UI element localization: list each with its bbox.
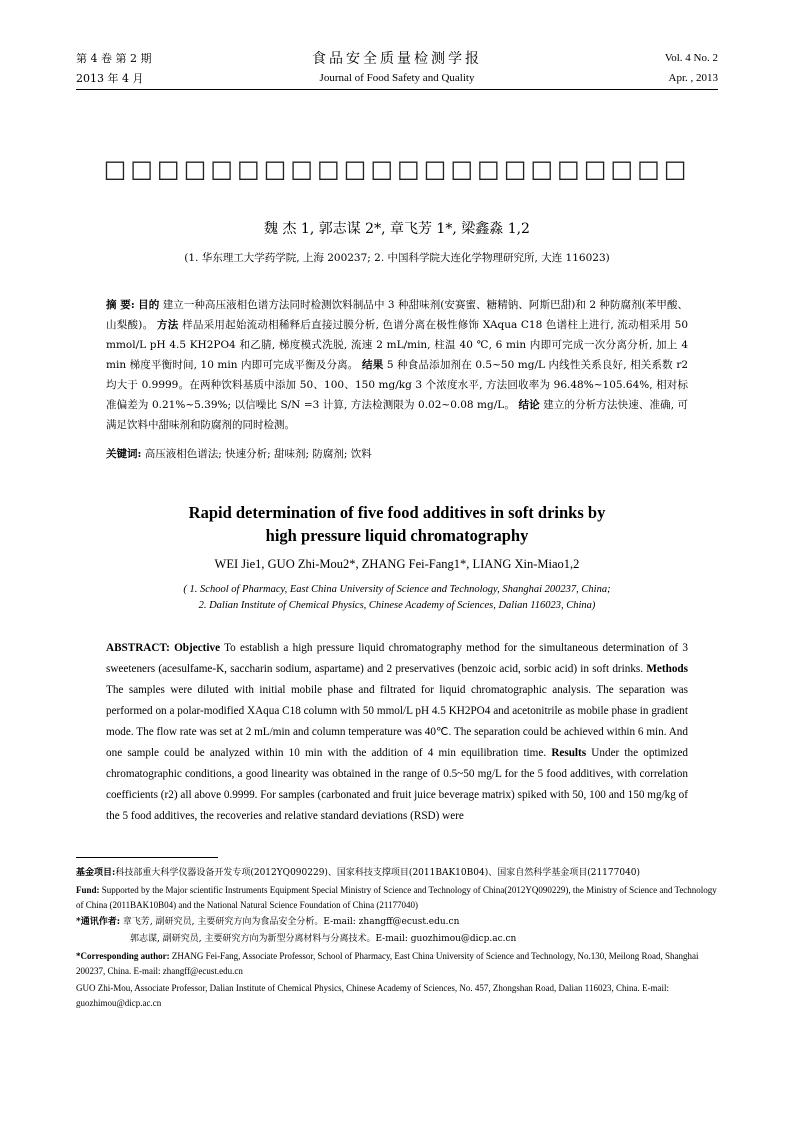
results-label-en: Results <box>551 747 587 759</box>
journal-name-cn: 食品安全质量检测学报 <box>312 51 482 67</box>
methods-label-en: Methods <box>646 663 689 675</box>
english-title-line-1: Rapid determination of five food additives in soft drinks by <box>188 503 606 522</box>
corresponding-en-2-line <box>76 981 726 1011</box>
conclusion-label-cn: 结论 <box>518 399 540 411</box>
results-text-en: Under the optimized chromatographic conditions, a good linearity was obtained in the range of 0.5~50 mg/L for the 5 food additives, with correlation coefficients (r2) all above 0.9999. For samples (carbonated and fruit juice beverage matrix) spiked with 50, 100 and 150 mg/kg of the 5 food additives, the recoveries and relative standard deviations (RSD) were <box>106 747 689 822</box>
objective-text-cn: 建立一种高压液相色谱方法同时检测饮料制品中 3 种甜味剂(安赛蜜、糖精钠、阿斯巴甜)和 2 种防腐剂(苯甲酸、山梨酸)。 <box>106 299 689 331</box>
chinese-title: □□□□□□□□□□□□□□□□□□□□□□ <box>103 155 691 183</box>
volume-issue-en: Vol. 4 No. 2 <box>664 52 718 64</box>
methods-text-en: The samples were diluted with initial mobile phase and filtrated for liquid chromatographic analysis. The separation was performed on a polar-modified XAqua C18 column with 50 mmol/L pH 4.5 KH2PO4 and acetonitrile as mobile phase in gradient mode. The flow rate was set at 2 mL/min and column temperature was 40℃. The separation could be achieved within 6 min. And one sample could be analyzed within 10 min with the addition of 4 min equilibration time. <box>106 684 688 759</box>
volume-issue-cn: 第 4 卷 第 2 期 <box>76 52 152 65</box>
chinese-authors: 魏 杰 1, 郭志谋 2*, 章飞芳 1*, 梁鑫淼 1,2 <box>264 221 530 237</box>
running-header <box>76 48 718 88</box>
keywords-text-cn: 高压液相色谱法; 快速分析; 甜味剂; 防腐剂; 饮料 <box>144 448 372 460</box>
objective-label-cn: 目的 <box>138 299 160 311</box>
corresponding-en-label: *Corresponding author: <box>76 951 170 961</box>
english-affiliation-line-2: 2. Dalian Institute of Chemical Physics, Chinese Academy of Sciences, Dalian 116023, China) <box>198 600 596 611</box>
corresponding-en <box>76 949 726 979</box>
corresponding-cn-label: *通讯作者: <box>76 917 121 927</box>
fund-cn <box>76 866 726 881</box>
fund-cn-text: 科技部重大科学仪器设备开发专项(2012YQ090229)、国家科技支撑项目(2011BAK10B04)、国家自然科学基金项目(21177040) <box>115 868 641 878</box>
english-affiliation <box>96 582 698 614</box>
english-title-line-2: high pressure liquid chromatography <box>265 526 529 545</box>
fund-en-label: Fund: <box>76 885 100 895</box>
english-abstract <box>106 638 688 827</box>
fund-en <box>76 883 726 913</box>
chinese-abstract <box>106 295 688 435</box>
fund-en-text: Supported by the Major scientific Instruments Equipment Special Ministry of Science and Technology of China(2012YQ090229), the Ministry of Science and Technology of China (2011BAK10B04) and the National Natural Science Foundation of China (21177040) <box>76 885 717 910</box>
english-authors: WEI Jie1, GUO Zhi-Mou2*, ZHANG Fei-Fang1*, LIANG Xin-Miao1,2 <box>214 557 580 571</box>
journal-name-en: Journal of Food Safety and Quality <box>319 72 475 84</box>
chinese-affiliation: (1. 华东理工大学药学院, 上海 200237; 2. 中国科学院大连化学物理研究所, 大连 116023) <box>184 252 610 264</box>
corresponding-en-1: ZHANG Fei-Fang, Associate Professor, School of Pharmacy, East China University of Science and Technology, No.130, Meilong Road, Shanghai 200237, China. E-mail: zhangff@ecust.edu.cn <box>76 951 699 976</box>
fund-cn-label: 基金项目: <box>76 868 116 878</box>
methods-text-cn: 样品采用起始流动相稀释后直接过膜分析, 色谱分离在极性修饰 XAqua C18 色谱柱上进行, 流动相采用 50 mmol/L pH 4.5 KH2PO4 和乙腈, 梯度模式洗脱, 流速 2 mL/min, 柱温 40 ℃, 6 min 内即可完成一次分离分析, 加上 4 min 梯度平衡时间, 10 min 内即可完成平衡及分离。 <box>106 319 688 371</box>
date-cn: 2013 年 4 月 <box>76 72 144 85</box>
header-divider <box>76 89 718 90</box>
objective-label-en: Objective <box>174 642 221 654</box>
conclusion-text-cn: 建立的分析方法快速、准确, 可满足饮料中甜味剂和防腐剂的同时检测。 <box>106 399 689 431</box>
english-title <box>96 501 698 547</box>
corresponding-en-2: GUO Zhi-Mou, Associate Professor, Dalian Institute of Chemical Physics, Chinese Academy of Sciences, No. 457, Zhongshan Road, Dalian 116023, China. E-mail: guozhimou@dicp.ac.cn <box>76 983 669 1008</box>
results-text-cn: 5 种食品添加剂在 0.5~50 mg/L 内线性关系良好, 相关系数 r2 均大于 0.9999。在两种饮料基质中添加 50、100、150 mg/kg 3 个浓度水平, 方法回收率为 96.48%~105.64%, 相对标准偏差为 0.21%~5.39%; 以信噪比 S/N =3 计算, 方法检测限为 0.02~0.08 mg/L。 <box>106 359 689 411</box>
corresponding-cn-2-line <box>76 932 726 947</box>
date-en: Apr. , 2013 <box>668 72 718 84</box>
abstract-label-cn: 摘 要: <box>106 299 135 311</box>
results-label-cn: 结果 <box>362 359 384 371</box>
keywords-label-cn: 关键词: <box>106 448 142 460</box>
footnote-divider <box>76 857 218 858</box>
chinese-keywords <box>106 446 688 461</box>
corresponding-cn-1: 章飞芳, 副研究员, 主要研究方向为食品安全分析。E-mail: zhangff@ecust.edu.cn <box>122 917 460 927</box>
corresponding-cn <box>76 915 726 930</box>
footnotes <box>76 866 726 1013</box>
methods-label-cn: 方法 <box>156 319 179 331</box>
corresponding-cn-2: 郭志谋, 副研究员, 主要研究方向为新型分离材料与分离技术。E-mail: guozhimou@dicp.ac.cn <box>130 934 517 944</box>
abstract-label-en: ABSTRACT: <box>106 642 170 654</box>
english-affiliation-line-1: ( 1. School of Pharmacy, East China University of Science and Technology, Shanghai 200237, China; <box>183 584 611 595</box>
objective-text-en: To establish a high pressure liquid chromatography method for the simultaneous determination of 3 sweeteners (acesulfame-K, saccharin sodium, aspartame) and 2 preservatives (benzoic acid, sorbic acid) in soft drinks. <box>106 642 688 675</box>
